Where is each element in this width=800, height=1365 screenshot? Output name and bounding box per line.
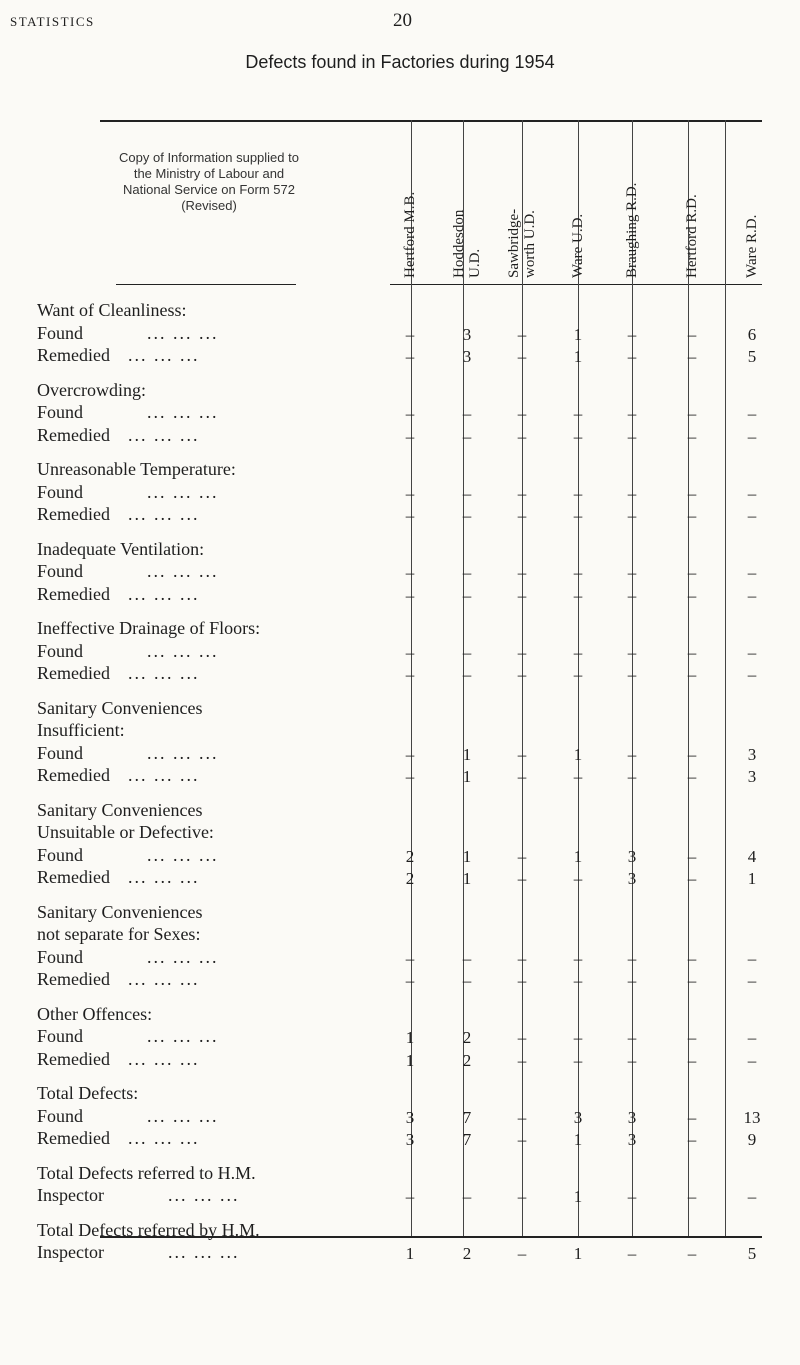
dot-leader: ... ... ... [167,1242,240,1262]
table-cell: – [573,948,583,968]
row-label-found [37,1026,219,1047]
row-label-remedied [37,867,199,888]
table-cell: – [627,506,637,525]
section-heading: Unsuitable or Defective: [37,822,214,842]
table-cell: – [687,1028,697,1047]
table-cell: 3 [627,869,637,888]
table-cell: – [517,426,527,446]
table-cell: 2 [405,846,415,866]
row-label-text: Remedied [37,1048,110,1069]
table-cell: – [517,869,527,888]
table-cell: – [573,869,583,888]
table-cell: – [573,483,583,503]
table-cell: – [687,1187,697,1206]
table-cell: 3 [462,347,472,366]
table-cell: – [462,585,472,605]
section-heading: Want of Cleanliness: [37,300,187,320]
table-cell: 3 [747,767,757,786]
row-label-found [37,743,219,764]
header-rule-left [116,284,296,285]
table-cell: 3 [627,846,637,866]
table-cell: – [687,846,697,866]
table-cell: – [627,767,637,786]
table-cell: – [627,665,637,684]
table-cell: – [517,1187,527,1206]
table-cell: – [517,404,527,423]
dot-leader: ... ... ... [127,583,200,604]
table-cell: – [687,1244,697,1263]
dot-leader: ... ... ... [127,1048,200,1069]
dot-leader: ... ... ... [147,946,219,967]
table-cell: – [687,971,697,990]
table-cell: – [517,971,527,990]
column-header [570,214,586,278]
dot-leader: ... ... ... [147,322,219,343]
dot-leader: ... ... ... [127,504,200,524]
column-header [744,215,760,278]
table-cell: – [405,642,415,662]
table-cell: – [687,324,697,344]
dot-leader: ... ... ... [147,402,219,422]
column-header [402,192,418,278]
table-cell: – [405,347,415,366]
page-title: Defects found in Factories during 1954 [245,52,555,72]
row-label-text: Remedied [37,424,110,445]
section-heading: Inadequate Ventilation: [37,538,205,559]
column-header-line: Hertford R.D. [684,194,700,278]
column-header-line: worth U.D. [522,210,538,278]
row-label-text: Found [37,946,84,967]
section-heading: Other Offences: [37,1003,153,1024]
table-cell: – [573,585,583,605]
table-cell: – [687,642,697,662]
table-cell: – [687,767,697,786]
table-cell: – [405,426,415,446]
section-heading: Insufficient: [37,720,125,740]
table-cell: – [747,404,757,423]
table-cell: – [517,1130,527,1149]
table-cell: – [627,483,637,503]
table-cell: 1 [462,846,472,866]
table-cell: – [573,1028,583,1047]
table-cell: – [627,948,637,968]
row-label-text: Remedied [37,1128,110,1148]
table-cell: – [627,744,637,764]
table-cell: – [747,971,757,990]
running-head [0,10,800,36]
section-heading: Unreasonable Temperature: [37,459,236,479]
table-cell: – [405,665,415,684]
row-label-found [37,845,219,866]
row-label-text: Remedied [37,969,110,989]
row-label-text: Found [37,402,84,422]
table-cell: – [687,869,697,888]
table-cell: – [687,426,697,446]
table-cell: 1 [405,1244,415,1263]
table-cell: – [627,585,637,605]
row-label-found [37,402,219,423]
row-label-remedied [37,504,199,525]
table-cell: – [517,767,527,786]
table-cell: 2 [462,1244,472,1263]
table-cell: – [462,948,472,968]
table-cell: – [405,483,415,503]
row-label-remedied [37,663,199,684]
table-cell: – [405,1187,415,1206]
row-label-inspector [37,1242,239,1263]
table-cell: – [747,1028,757,1047]
dot-leader: ... ... ... [127,867,200,887]
table-cell: – [517,948,527,968]
column-header-line: Braughing R.D. [624,182,640,278]
table-cell: – [462,506,472,525]
section-heading: Overcrowding: [37,379,146,400]
row-label-text: Inspector [37,1185,104,1205]
table-cell: – [687,948,697,968]
table-cell: 1 [573,744,583,764]
row-label-inspector [37,1185,239,1206]
dot-leader: ... ... ... [147,561,219,581]
table-cell: 1 [462,869,472,888]
table-cell: 1 [462,767,472,786]
table-cell: – [627,563,637,582]
table-cell: – [462,483,472,503]
table-cell: – [573,404,583,423]
table-cell: 2 [405,869,415,888]
table-cell: 7 [462,1107,472,1127]
table-cell: 13 [743,1107,761,1127]
table-cell: – [462,971,472,990]
table-cell: – [462,563,472,582]
table-cell: – [627,1244,637,1263]
table-cell: – [687,1130,697,1149]
table-cell: 3 [573,1107,583,1127]
row-label-remedied [37,765,199,786]
row-label-found [37,1106,219,1127]
table-cell: – [627,324,637,344]
table-cell: – [627,347,637,366]
table-cell: – [517,347,527,366]
column-header-line: Hoddesdon [451,209,467,278]
column-header [624,183,640,278]
row-label-text: Found [37,640,84,661]
table-cell: – [627,426,637,446]
table-cell: 3 [627,1130,637,1149]
table-cell: – [627,404,637,423]
table-cell: – [517,642,527,662]
table-cell: – [747,1050,757,1070]
table-cell: 3 [405,1130,415,1149]
table-cell: – [517,506,527,525]
table-cell: – [462,1187,472,1206]
table-cell: – [573,563,583,582]
column-header-line: Sawbridge- [506,208,522,278]
table-cell: – [517,1107,527,1127]
section-heading: Ineffective Drainage of Floors: [37,618,261,638]
table-cell: – [517,324,527,344]
page-number: 20 [393,10,412,31]
top-rule [100,120,762,122]
table-cell: 4 [747,846,757,866]
row-label-remedied [37,425,199,446]
row-label-remedied [37,969,199,990]
table-cell: – [573,767,583,786]
table-cell: – [747,426,757,446]
row-label-found [37,323,219,344]
row-label-text: Remedied [37,583,110,604]
running-title: STATISTICS [10,14,95,29]
dot-leader: ... ... ... [127,424,200,445]
header-rule-right [390,284,762,285]
table-cell: – [687,744,697,764]
row-label-found [37,561,219,582]
table-cell: – [462,404,472,423]
table-cell: – [687,506,697,525]
row-label-text: Remedied [37,765,110,785]
table-cell: – [687,1050,697,1070]
table-cell: – [627,1050,637,1070]
table-cell: – [573,642,583,662]
table-cell: – [405,744,415,764]
section-heading: Total Defects referred by H.M. [37,1219,260,1240]
dot-leader: ... ... ... [127,765,200,785]
table-cell: 7 [462,1130,472,1149]
row-label-text: Remedied [37,867,110,887]
table-cell: – [687,404,697,423]
table-cell: 6 [747,324,757,344]
table-cell: – [405,585,415,605]
table-cell: 1 [573,347,583,366]
row-label-remedied [37,345,199,366]
column-divider [725,120,726,1236]
table-cell: – [405,563,415,582]
section-heading: Sanitary Conveniences [37,901,203,922]
dot-leader: ... ... ... [167,1185,240,1205]
dot-leader: ... ... ... [147,742,219,763]
table-cell: – [687,347,697,366]
row-label-text: Remedied [37,504,110,524]
table-cell: 2 [462,1050,472,1070]
table-cell: – [747,1187,757,1206]
dot-leader: ... ... ... [147,1026,219,1046]
dot-leader: ... ... ... [147,640,219,661]
table-cell: – [517,585,527,605]
dot-leader: ... ... ... [147,844,219,865]
table-cell: – [573,971,583,990]
table-cell: 1 [573,1130,583,1149]
row-label-remedied [37,1049,199,1070]
dot-leader: ... ... ... [127,663,200,683]
table-header-note: Copy of Information supplied to the Ministry of Labour and National Service on Form 572 (Revised) [119,150,299,213]
row-label-text: Inspector [37,1242,104,1262]
table-cell: – [747,483,757,503]
table-cell: – [747,585,757,605]
table-cell: 5 [747,347,757,366]
row-label-remedied [37,1128,199,1149]
table-cell: – [517,483,527,503]
table-cell: 1 [573,846,583,866]
row-label-text: Found [37,322,84,343]
table-cell: 1 [573,324,583,344]
table-cell: 3 [462,324,472,344]
table-cell: – [405,404,415,423]
section-heading: Total Defects: [37,1083,139,1103]
table-cell: 1 [405,1028,415,1047]
table-cell: – [462,665,472,684]
table-cell: – [747,948,757,968]
table-cell: 9 [747,1130,757,1149]
table-cell: – [573,426,583,446]
column-header [451,210,483,278]
section-heading: Sanitary Conveniences [37,799,203,820]
table-cell: – [627,1028,637,1047]
table-cell: – [573,506,583,525]
table-cell: – [517,846,527,866]
section-heading: not separate for Sexes: [37,924,201,944]
table-cell: – [462,426,472,446]
table-cell: 5 [747,1244,757,1263]
table-cell: – [517,665,527,684]
table-cell: – [573,1050,583,1070]
table-cell: 2 [462,1028,472,1047]
column-header-line: Ware U.D. [570,213,586,278]
table-cell: – [687,483,697,503]
dot-leader: ... ... ... [127,345,200,365]
table-cell: 1 [747,869,757,888]
column-header [684,194,700,278]
row-label-text: Found [37,481,84,502]
table-cell: – [405,506,415,525]
table-cell: – [517,744,527,764]
table-cell: – [627,642,637,662]
row-label-text: Found [37,742,84,763]
table-cell: – [517,1244,527,1263]
table-cell: – [517,563,527,582]
table-cell: – [405,767,415,786]
row-label-remedied [37,584,199,605]
table-cell: – [517,1028,527,1047]
table-cell: 3 [747,744,757,764]
row-label-text: Found [37,1026,84,1046]
column-header-line: Ware R.D. [744,214,760,278]
table-cell: – [405,948,415,968]
table-cell: – [462,642,472,662]
table-cell: – [747,642,757,662]
table-cell: – [687,563,697,582]
table-cell: – [687,585,697,605]
table-cell: – [747,563,757,582]
column-header-line: Hertford M.B. [402,191,418,278]
table-cell: 1 [405,1050,415,1070]
table-cell: – [405,324,415,344]
column-header-line: U.D. [467,248,483,278]
dot-leader: ... ... ... [147,481,219,502]
row-label-found [37,947,219,968]
row-label-text: Found [37,1105,84,1126]
table-cell: 1 [573,1187,583,1206]
table-cell: – [687,1107,697,1127]
table-cell: 1 [462,744,472,764]
dot-leader: ... ... ... [147,1105,219,1126]
row-label-text: Found [37,561,84,581]
table-cell: – [687,665,697,684]
section-heading: Total Defects referred to H.M. [37,1162,256,1183]
table-cell: – [747,506,757,525]
row-label-found [37,641,219,662]
table-cell: – [573,665,583,684]
dot-leader: ... ... ... [127,1128,200,1148]
section-heading: Sanitary Conveniences [37,697,203,718]
table-cell: – [627,1187,637,1206]
table-cell: – [405,971,415,990]
table-cell: – [517,1050,527,1070]
table-cell: 3 [405,1107,415,1127]
column-header [506,209,538,278]
row-label-text: Remedied [37,345,110,365]
table-cell: 3 [627,1107,637,1127]
table-cell: – [747,665,757,684]
table-cell: – [627,971,637,990]
row-label-text: Remedied [37,663,110,683]
table-cell: 1 [573,1244,583,1263]
dot-leader: ... ... ... [127,969,200,989]
row-label-text: Found [37,844,84,865]
row-label-found [37,482,219,503]
